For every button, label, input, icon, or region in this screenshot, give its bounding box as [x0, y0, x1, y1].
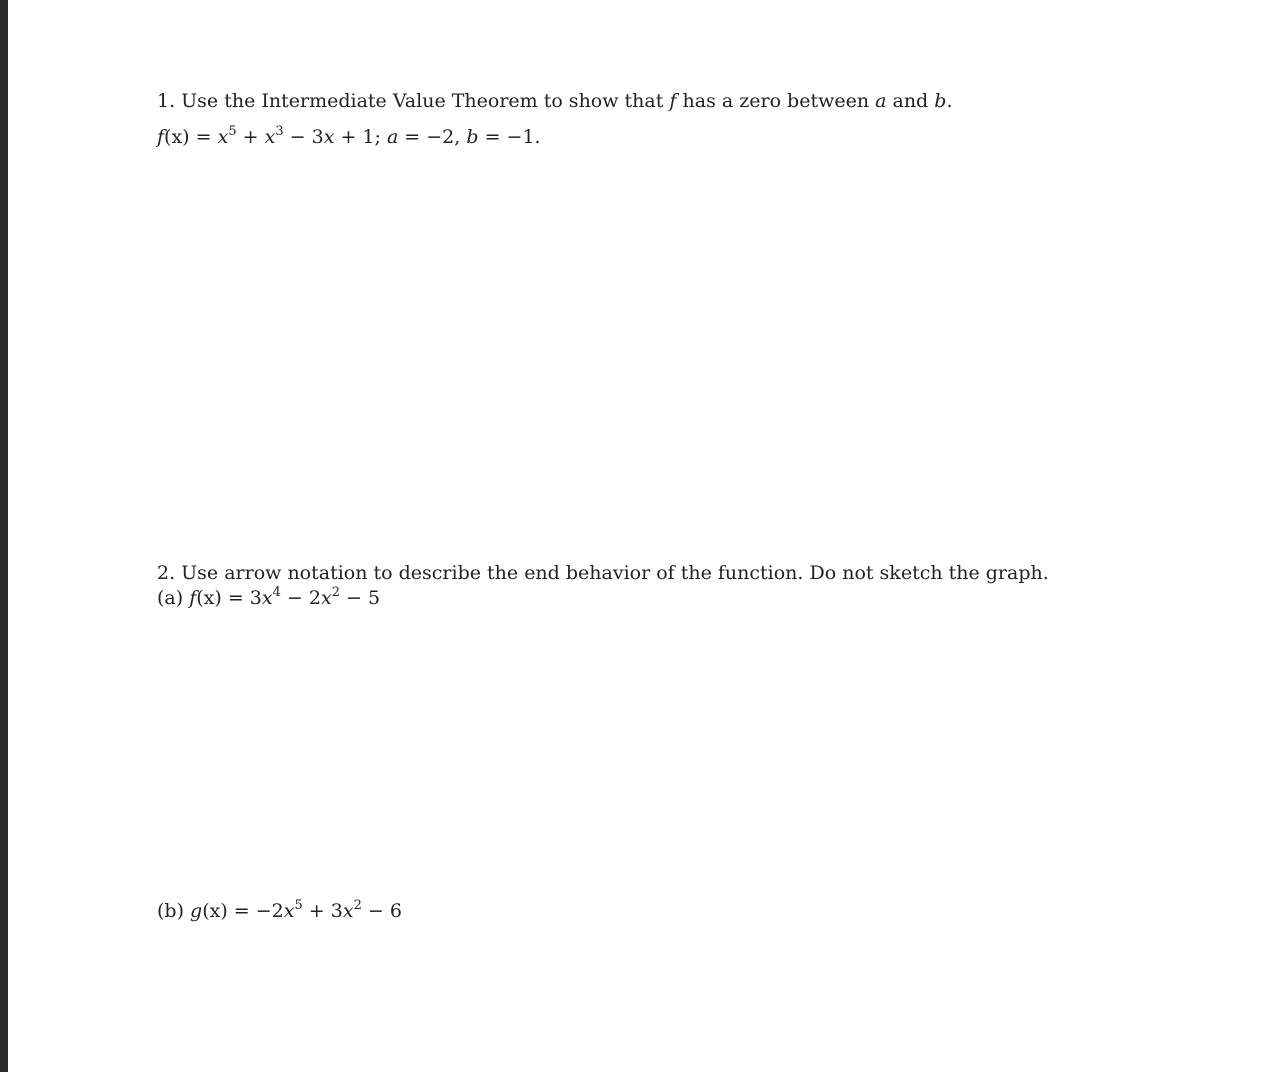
- math-var: x: [323, 126, 335, 148]
- math-op: − 5: [339, 587, 381, 609]
- math-value: = −1.: [478, 126, 541, 148]
- math-var-a: a: [875, 90, 887, 112]
- math-arg: (x): [196, 587, 222, 609]
- problem-2-statement: 2. Use arrow notation to describe the end behavior of the function. Do not sketch the graph.: [157, 562, 1049, 584]
- problem-1-function: [157, 125, 541, 152]
- math-var: f: [189, 587, 197, 609]
- math-exponent: 4: [272, 585, 281, 600]
- problem-1-text: .: [946, 90, 953, 112]
- math-exponent: 5: [228, 124, 237, 139]
- math-var: f: [157, 126, 165, 148]
- math-exponent: 2: [353, 898, 362, 913]
- math-exponent: 5: [294, 898, 303, 913]
- problem-1-text: 1. Use the Intermediate Value Theorem to show that: [157, 90, 670, 112]
- math-var-f: f: [669, 90, 677, 112]
- math-exponent: 3: [275, 124, 284, 139]
- math-op: = 3: [221, 587, 262, 609]
- problem-1-text: has a zero between: [676, 90, 876, 112]
- math-var: x: [320, 587, 332, 609]
- part-label: (a): [157, 587, 190, 609]
- math-op: =: [189, 126, 218, 148]
- math-var: b: [466, 126, 479, 148]
- math-op: − 6: [361, 900, 402, 922]
- window-edge: [0, 0, 8, 1072]
- math-var: x: [261, 587, 273, 609]
- math-var-b: b: [934, 90, 947, 112]
- part-label: (b): [157, 900, 191, 922]
- math-var: x: [264, 126, 276, 148]
- problem-1-text: and: [886, 90, 935, 112]
- math-exponent: 2: [331, 585, 340, 600]
- math-var: x: [217, 126, 229, 148]
- math-var: x: [283, 900, 295, 922]
- problem-2a-function: [157, 586, 380, 613]
- math-arg: (x): [202, 900, 228, 922]
- math-op: = −2: [227, 900, 284, 922]
- math-op: +: [236, 126, 265, 148]
- problem-1-statement: [157, 89, 952, 113]
- math-arg: (x): [164, 126, 190, 148]
- math-var: x: [342, 900, 354, 922]
- math-op: + 1;: [334, 126, 387, 148]
- problem-2b-function: [157, 899, 402, 926]
- math-op: − 3: [283, 126, 324, 148]
- math-var: g: [190, 900, 203, 922]
- math-op: + 3: [302, 900, 343, 922]
- math-op: − 2: [280, 587, 321, 609]
- math-value: = −2,: [398, 126, 467, 148]
- math-var: a: [386, 126, 399, 148]
